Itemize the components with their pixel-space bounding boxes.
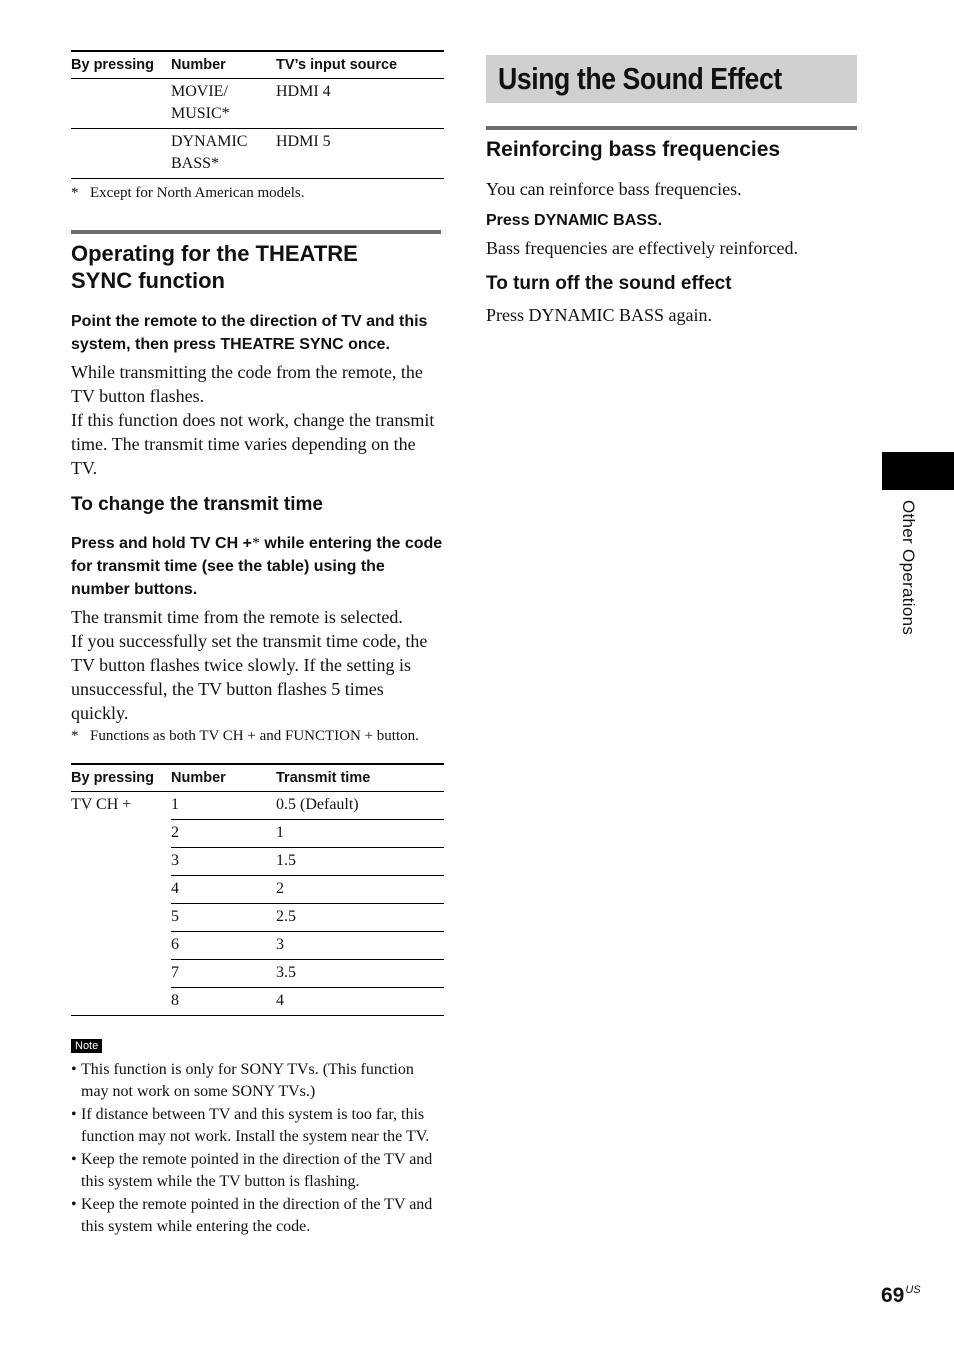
table-header: By pressing	[71, 51, 171, 79]
table-row	[71, 792, 444, 820]
footnote	[71, 183, 443, 204]
table-row	[71, 932, 444, 960]
step-instruction: Press DYNAMIC BASS.	[486, 212, 663, 229]
transmit-table-body	[71, 792, 444, 1016]
table-cell: TV CH +	[71, 796, 132, 813]
body-text: If you successfully set the transmit time code, the TV button flashes twice slowly. If the setting is unsuccessful, the TV button flashes 5 times quickly.	[71, 631, 428, 723]
page-number: $69^{US}$	[881, 1284, 921, 1307]
note-item	[71, 1194, 443, 1237]
section-heading: Operating for the THEATRE SYNC function	[71, 230, 441, 294]
right-column	[486, 0, 857, 327]
table-cell: 1.5	[276, 848, 444, 876]
body-text: Bass frequencies are effectively reinforced.	[486, 238, 799, 258]
table-header: TV’s input source	[276, 51, 444, 79]
bullet-icon: •	[71, 1196, 77, 1213]
step-instruction: Point the remote to the direction of TV and this system, then press THEATRE SYNC once.	[71, 313, 428, 353]
chapter-title: Using the Sound Effect	[498, 61, 782, 96]
table-cell: 2	[171, 820, 276, 848]
left-column	[71, 0, 443, 1239]
table-cell: 7	[171, 960, 276, 988]
body-text: While transmitting the code from the remote, the TV button flashes.	[71, 362, 423, 406]
bullet-icon: •	[71, 1061, 77, 1078]
table-row	[71, 79, 444, 129]
input-source-table	[71, 50, 444, 179]
body-text: Press DYNAMIC BASS again.	[486, 305, 713, 325]
chapter-tab-label: Other Operations	[899, 500, 918, 636]
table-cell: HDMI 4	[276, 79, 444, 129]
table-header: Number	[171, 51, 276, 79]
note-text: Keep the remote pointed in the direction of the TV and this system while entering the code.	[81, 1196, 433, 1235]
note-list	[71, 1059, 443, 1237]
subsection-heading: To change the transmit time	[71, 494, 323, 515]
body-text: You can reinforce bass frequencies.	[486, 179, 742, 199]
table-cell: 1	[171, 792, 276, 820]
note-item	[71, 1149, 443, 1192]
table-row	[71, 988, 444, 1016]
table-header: By pressing	[71, 764, 171, 792]
table-row	[71, 848, 444, 876]
note-text: Keep the remote pointed in the direction of the TV and this system while the TV button is flashing.	[81, 1151, 433, 1190]
bullet-icon: •	[71, 1106, 77, 1123]
table-cell: 6	[171, 932, 276, 960]
footnote-text: Functions as both TV CH + and FUNCTION + button.	[90, 728, 419, 744]
table-cell: DYNAMIC	[171, 133, 248, 150]
body-text: If this function does not work, change the transmit time. The transmit time varies depending on the TV.	[71, 410, 435, 478]
section-heading: Reinforcing bass frequencies	[486, 126, 857, 163]
table-cell: 4	[171, 876, 276, 904]
table-row	[71, 129, 444, 179]
table-cell: MOVIE/	[171, 83, 228, 100]
table-row	[71, 876, 444, 904]
chapter-tab-marker	[882, 452, 954, 490]
footnote-text: Except for North American models.	[90, 185, 305, 201]
table-cell: 3	[171, 848, 276, 876]
note-text: This function is only for SONY TVs. (This function may not work on some SONY TVs.)	[81, 1061, 414, 1100]
table-cell: 4	[276, 988, 444, 1016]
region-suffix: US	[905, 1284, 921, 1296]
table-cell: 8	[171, 988, 276, 1016]
footnote	[71, 726, 443, 747]
table-row	[71, 904, 444, 932]
table-cell: 3.5	[276, 960, 444, 988]
transmit-time-table	[71, 763, 444, 1016]
note-label: Note	[71, 1039, 102, 1053]
note-item	[71, 1104, 443, 1147]
table-cell: HDMI 5	[276, 129, 444, 179]
subsection-heading: To turn off the sound effect	[486, 273, 732, 294]
step-instruction: Press and hold TV CH +* while entering the code for transmit time (see the table) using the number buttons.	[71, 535, 443, 598]
footnote-mark: *	[71, 185, 79, 201]
table-header: Number	[171, 764, 276, 792]
table-cell: 1	[276, 820, 444, 848]
note-item	[71, 1059, 443, 1102]
table-cell: 2.5	[276, 904, 444, 932]
bullet-icon: •	[71, 1151, 77, 1168]
table-cell: BASS*	[171, 155, 220, 172]
table-header: Transmit time	[276, 764, 444, 792]
table-cell: 5	[171, 904, 276, 932]
note-text: If distance between TV and this system is too far, this function may not work. Install the system near the TV.	[81, 1106, 430, 1145]
footnote-mark: *	[71, 728, 79, 744]
chapter-banner	[486, 55, 857, 103]
table-cell: 0.5 (Default)	[276, 792, 444, 820]
table-row	[71, 820, 444, 848]
table-cell: MUSIC*	[171, 105, 230, 122]
table-row	[71, 960, 444, 988]
body-text: The transmit time from the remote is selected.	[71, 607, 403, 627]
table-cell: 2	[276, 876, 444, 904]
table-cell: 3	[276, 932, 444, 960]
